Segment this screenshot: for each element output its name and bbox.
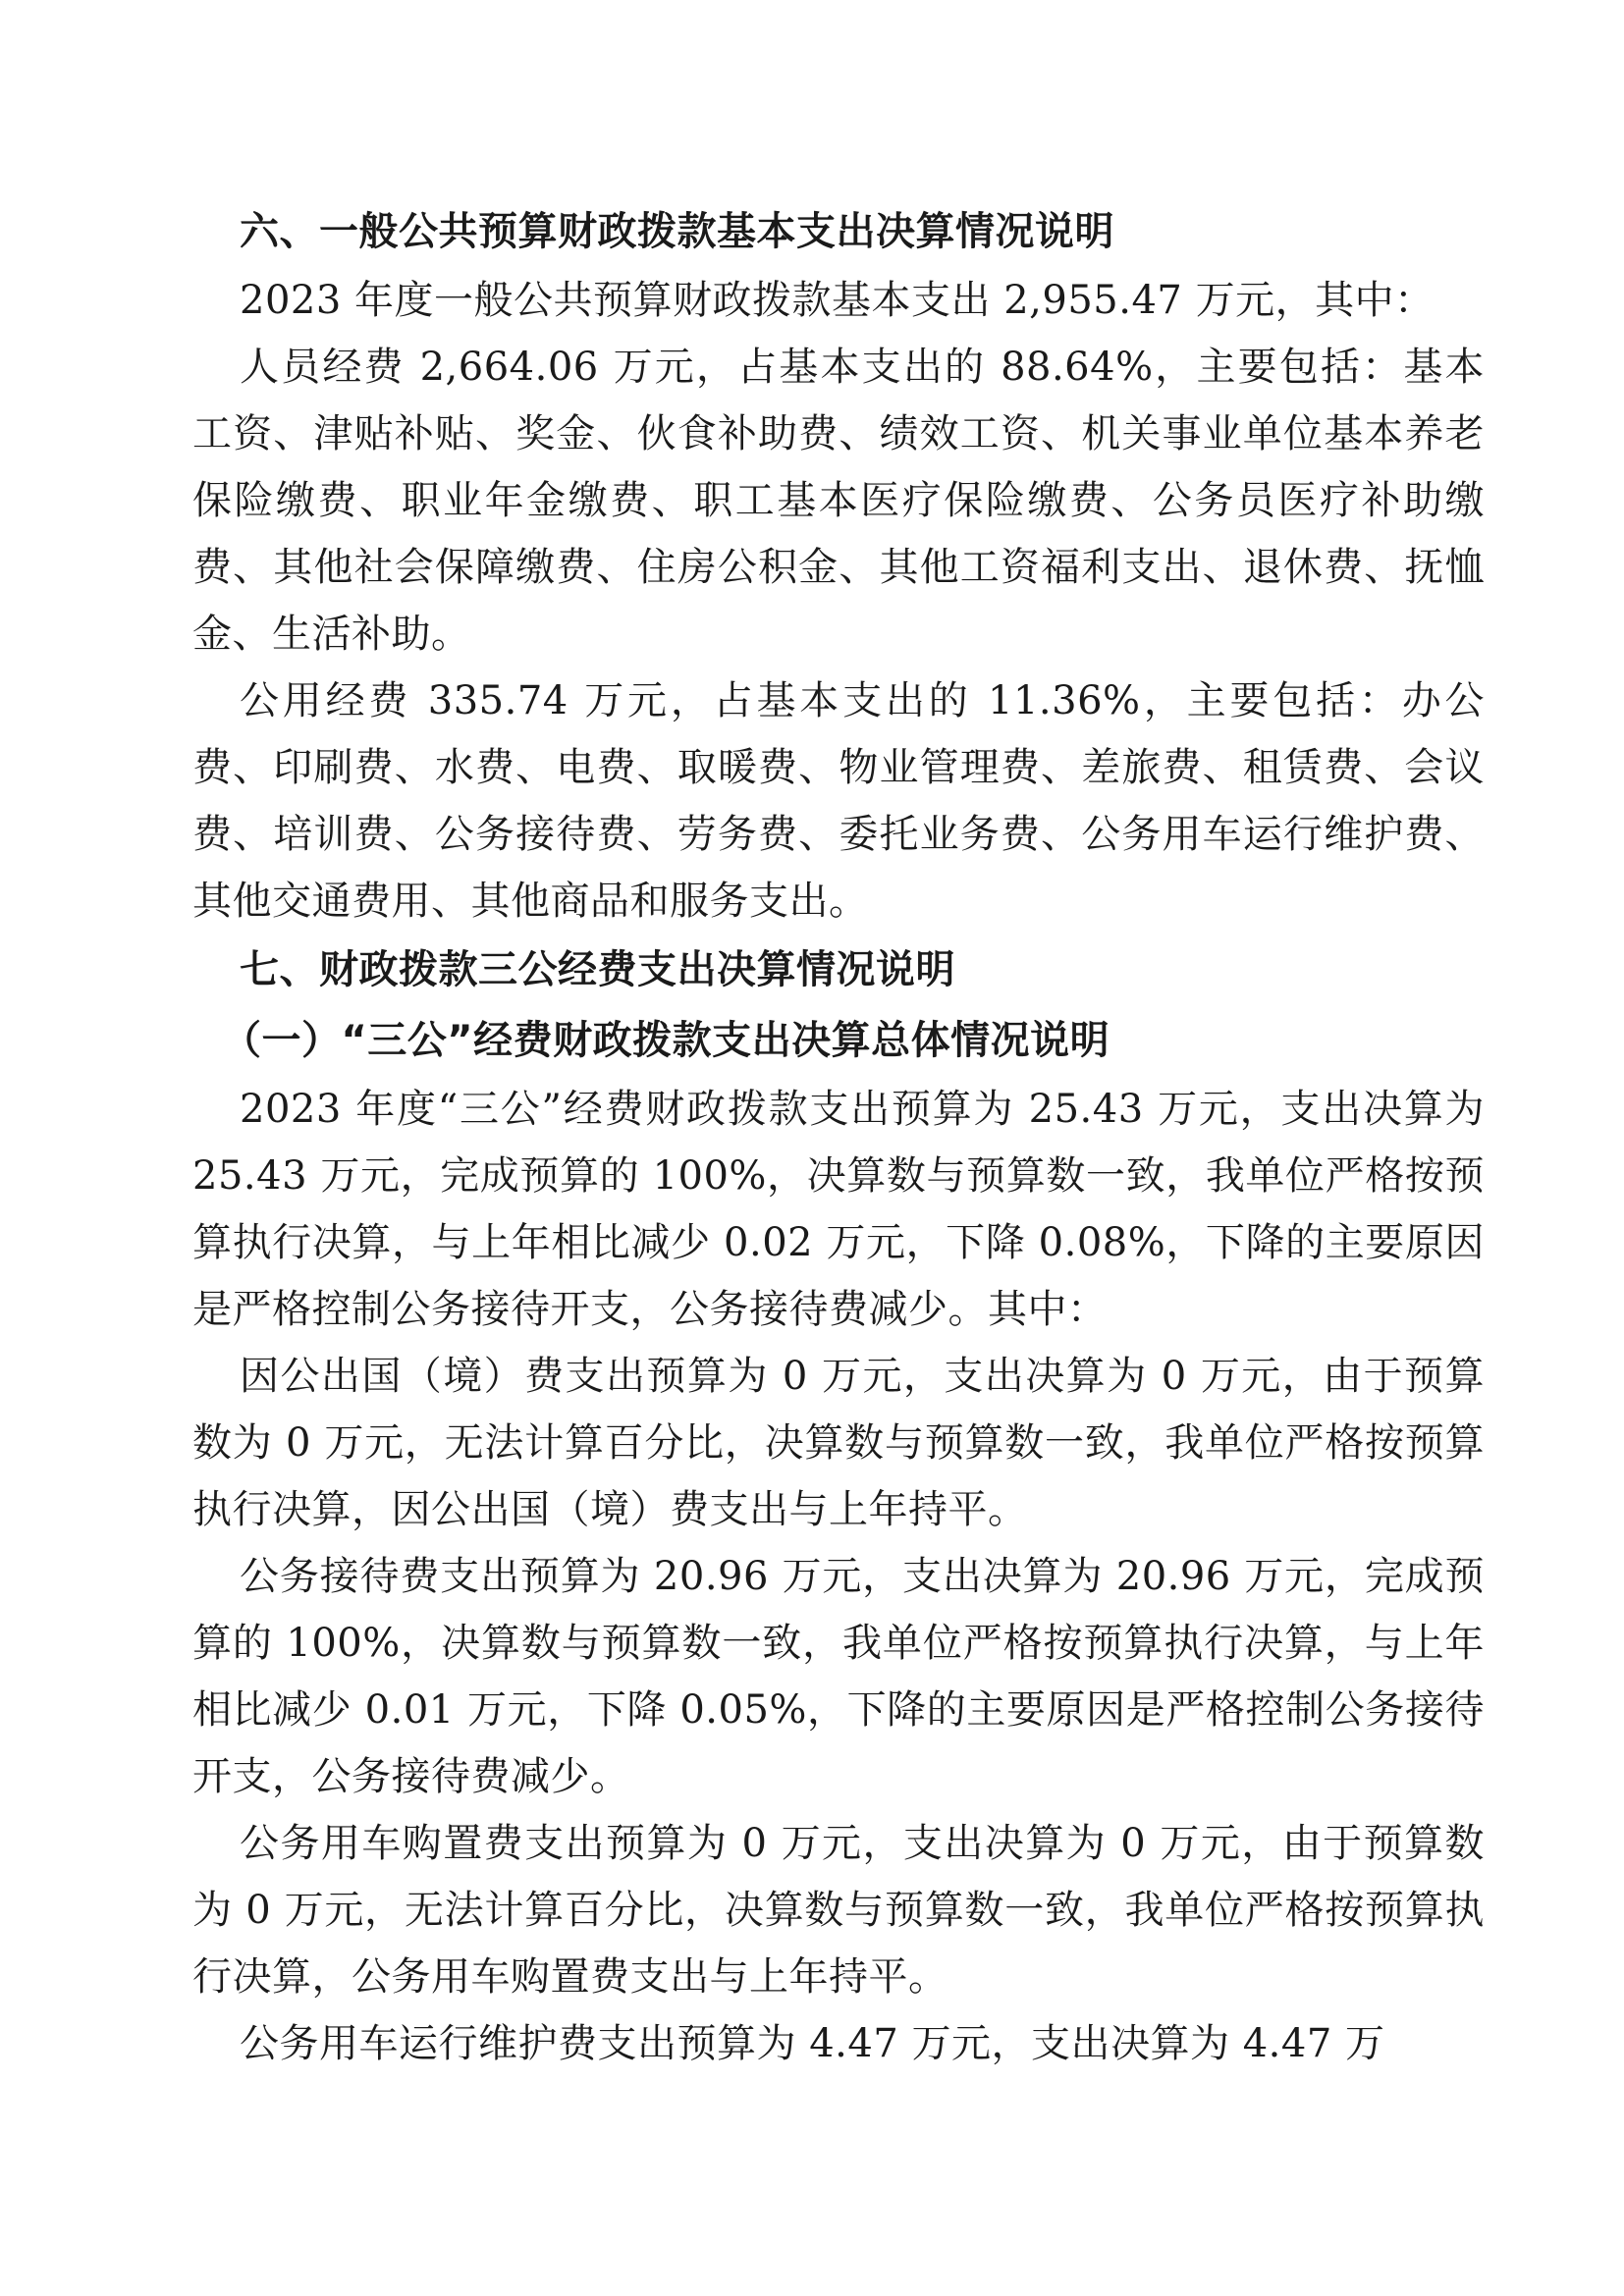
section-seven-heading: 七、财政拨款三公经费支出决算情况说明 — [240, 947, 955, 992]
paragraph-official-reception: 公务接待费支出预算为 20.96 万元，支出决算为 20.96 万元，完成预算的 100%，决算数与预算数一致，我单位严格按预算执行决算，与上年相比减少 0.01 万元，下降 0.05%，下降的主要原因是严格控制公务接待开支，公务接待费减少。 — [192, 1554, 1485, 1799]
paragraph-three-public-overall: 2023 年度“三公”经费财政拨款支出预算为 25.43 万元，支出决算为 25.43 万元，完成预算的 100%，决算数与预算数一致，我单位严格按预算执行决算，与上年相比减少 0.02 万元，下降 0.08%，下降的主要原因是严格控制公务接待开支，公务接待费减少。其中： — [192, 1087, 1485, 1332]
page-content — [192, 196, 1485, 2077]
section-six-heading: 六、一般公共预算财政拨款基本支出决算情况说明 — [240, 209, 1114, 254]
subsection-one-heading: （一）“三公”经费财政拨款支出决算总体情况说明 — [222, 1018, 1110, 1063]
paragraph-basic-expenditure-total: 2023 年度一般公共预算财政拨款基本支出 2,955.47 万元，其中： — [240, 278, 1435, 323]
paragraph-vehicle-purchase: 公务用车购置费支出预算为 0 万元，支出决算为 0 万元，由于预算数为 0 万元，无法计算百分比，决算数与预算数一致，我单位严格按预算执行决算，公务用车购置费支出与上年持平。 — [192, 1821, 1485, 2000]
paragraph-personnel-expenses: 人员经费 2,664.06 万元，占基本支出的 88.64%，主要包括：基本工资、津贴补贴、奖金、伙食补助费、绩效工资、机关事业单位基本养老保险缴费、职业年金缴费、职工基本医疗保险缴费、公务员医疗补助缴费、其他社会保障缴费、住房公积金、其他工资福利支出、退休费、抚恤金、生活补助。 — [192, 345, 1485, 657]
paragraph-overseas-travel: 因公出国（境）费支出预算为 0 万元，支出决算为 0 万元，由于预算数为 0 万元，无法计算百分比，决算数与预算数一致，我单位严格按预算执行决算，因公出国（境）费支出与上年持平。 — [192, 1354, 1485, 1532]
paragraph-vehicle-maintenance: 公务用车运行维护费支出预算为 4.47 万元，支出决算为 4.47 万 — [240, 2021, 1385, 2066]
paragraph-public-expenses: 公用经费 335.74 万元，占基本支出的 11.36%，主要包括：办公费、印刷费、水费、电费、取暖费、物业管理费、差旅费、租赁费、会议费、培训费、公务接待费、劳务费、委托业务费、公务用车运行维护费、其他交通费用、其他商品和服务支出。 — [192, 678, 1485, 924]
